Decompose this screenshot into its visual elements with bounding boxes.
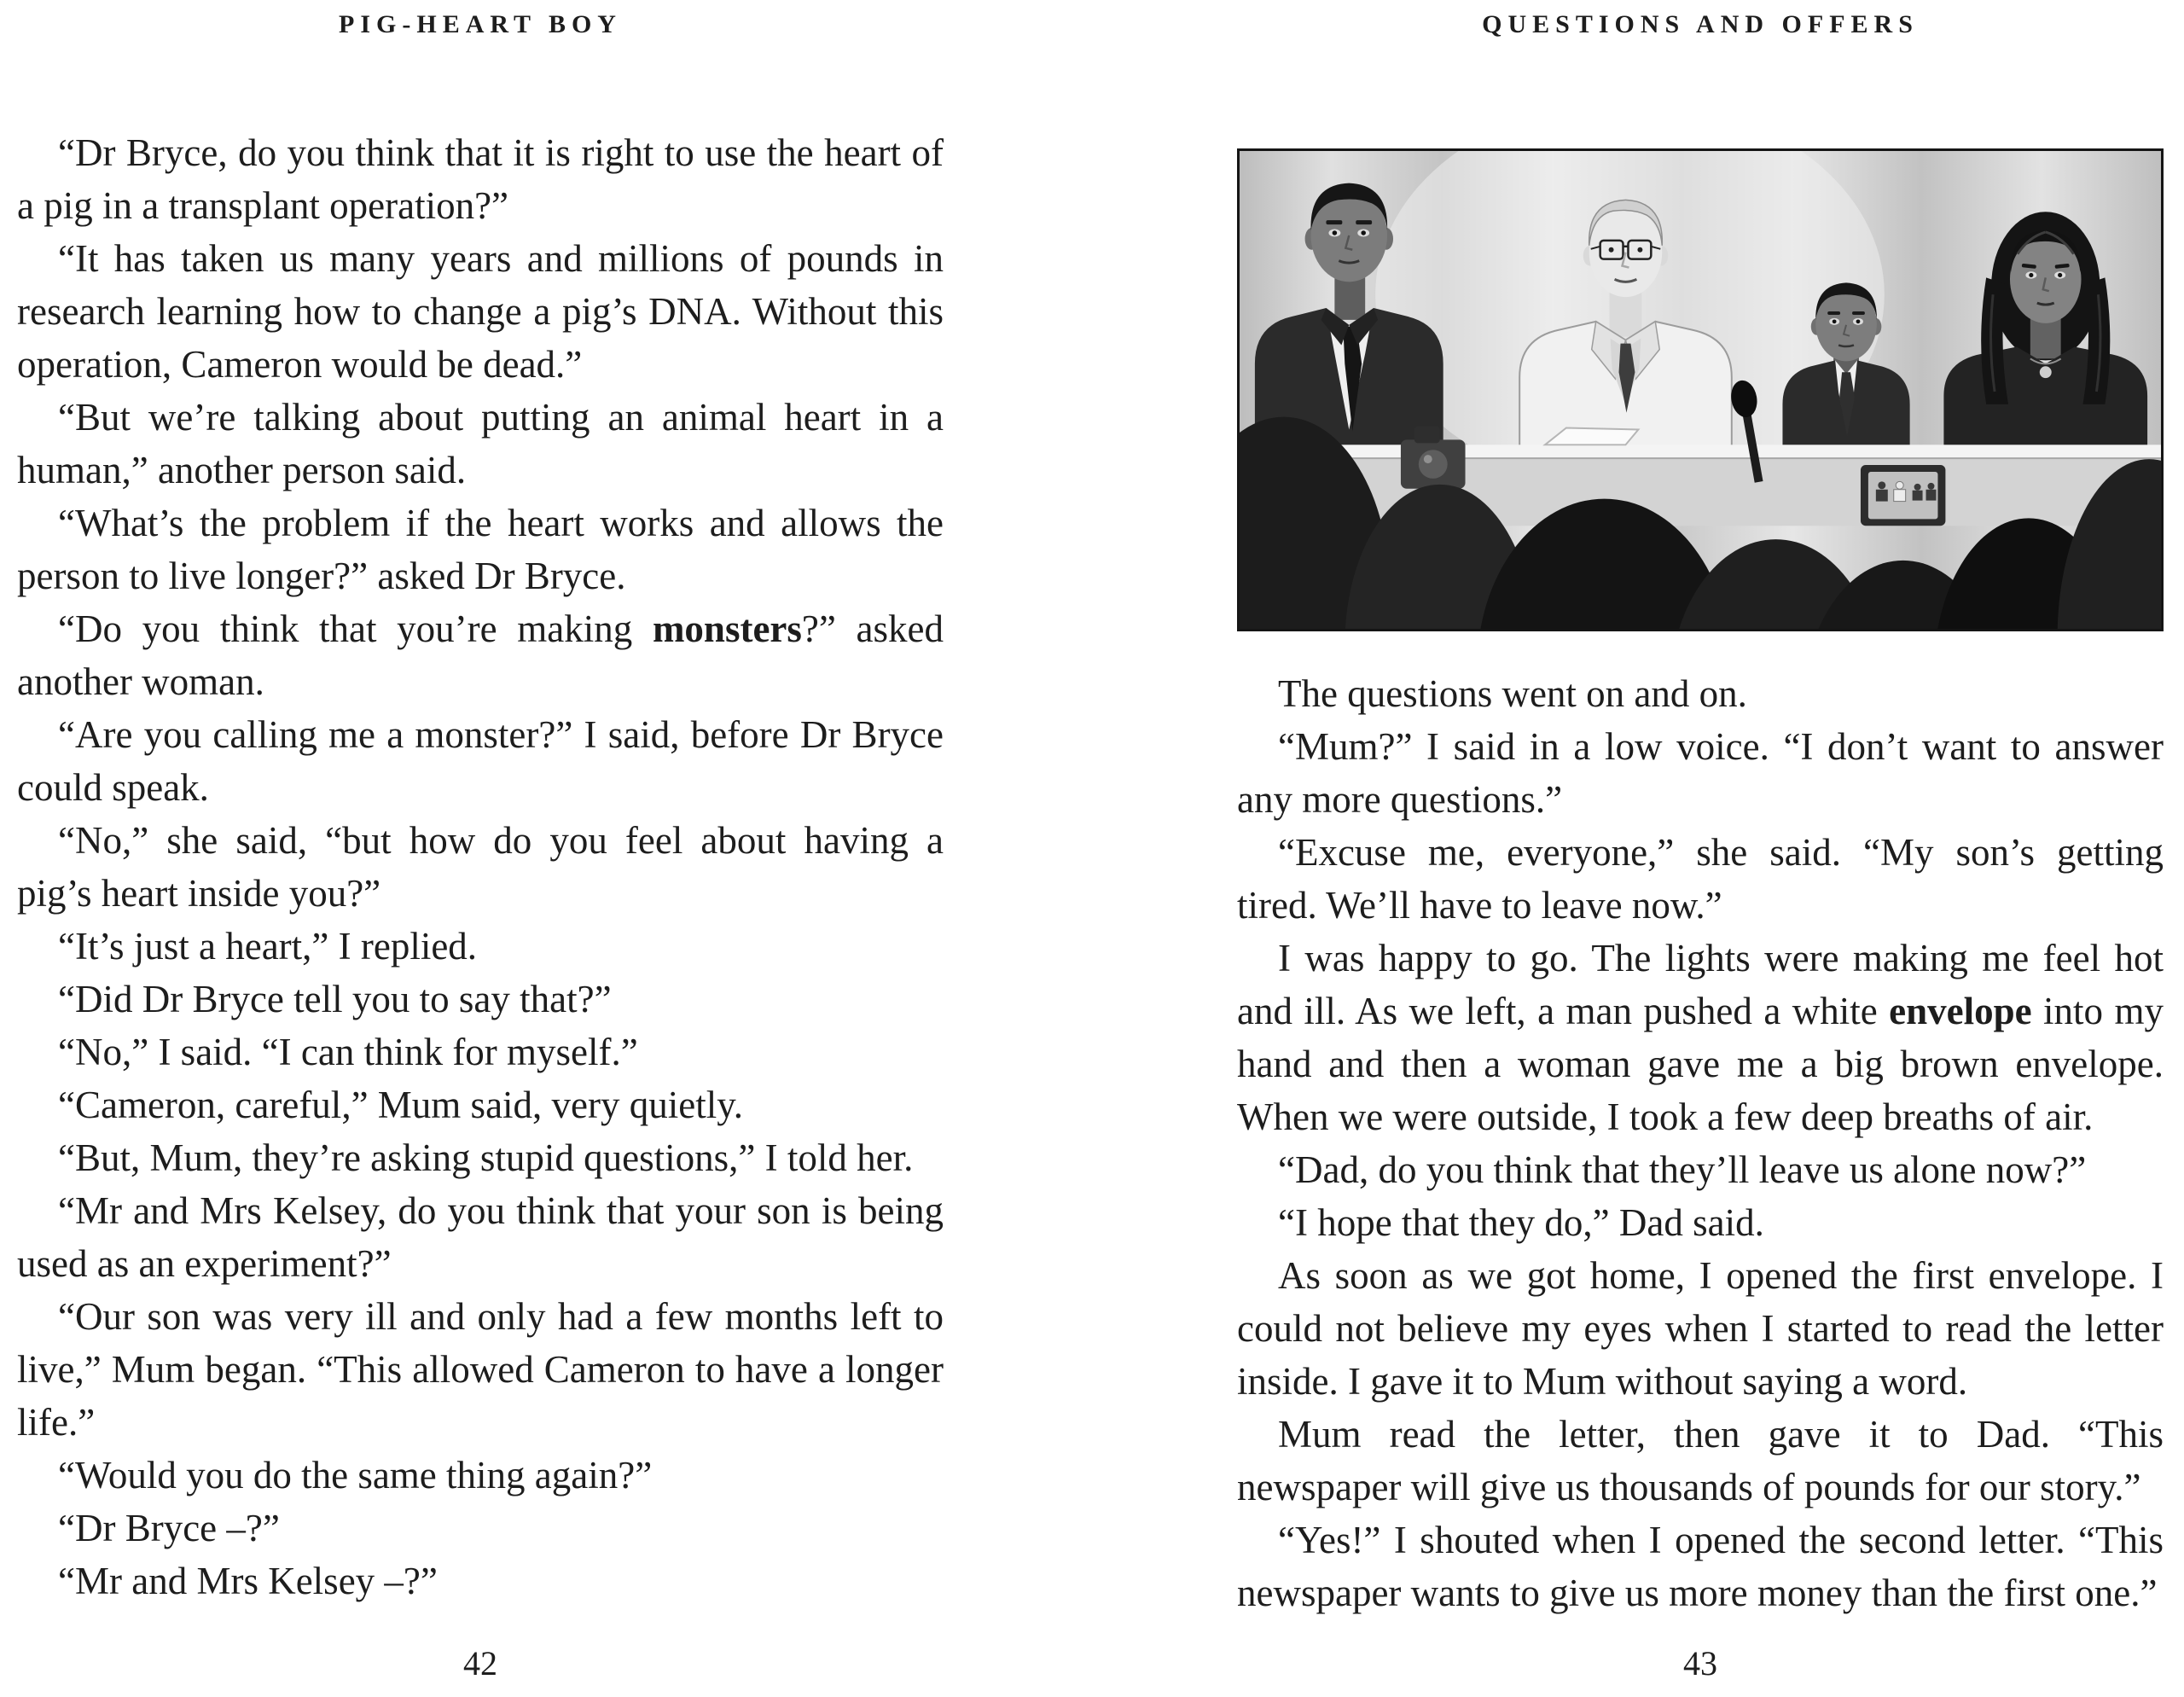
text-block-left <box>17 126 944 1607</box>
page-number-left: 42 <box>463 1644 497 1682</box>
paragraph: “Yes!” I shouted when I opened the second letter. “This newspaper wants to give us more money than the first one.” <box>1237 1519 2164 1614</box>
paragraph: Mum read the letter, then gave it to Dad. “This newspaper will give us thousands of pounds for our story.” <box>1237 1413 2164 1508</box>
paragraph: “Do you think that you’re making monsters?” asked another woman. <box>17 607 944 703</box>
page-right <box>1092 0 2184 1697</box>
paragraph: “Our son was very ill and only had a few months left to live,” Mum began. “This allowed Cameron to have a longer life.” <box>17 1295 944 1444</box>
paragraph: “Mum?” I said in a low voice. “I don’t want to answer any more questions.” <box>1237 725 2164 821</box>
press-conference-scene <box>1240 151 2161 629</box>
paragraph: “Did Dr Bryce tell you to say that?” <box>58 978 612 1020</box>
paragraph: As soon as we got home, I opened the first envelope. I could not believe my eyes when I started to read the letter inside. I gave it to Mum without saying a word. <box>1237 1254 2164 1403</box>
paragraph: “Would you do the same thing again?” <box>58 1454 653 1496</box>
running-head-left: PIG-HEART BOY <box>339 10 622 38</box>
paragraph: I was happy to go. The lights were making me feel hot and ill. As we left, a man pushed a white envelope into my hand and then a woman gave me a big brown envelope. When we were outside, I took a few deep breaths of air. <box>1237 937 2164 1138</box>
paragraph: “Dad, do you think that they’ll leave us alone now?” <box>1278 1148 2087 1191</box>
paragraph: The questions went on and on. <box>1278 672 1747 715</box>
paragraph: “I hope that they do,” Dad said. <box>1278 1201 1764 1244</box>
paragraph: “Are you calling me a monster?” I said, before Dr Bryce could speak. <box>17 713 944 809</box>
paragraph: “It’s just a heart,” I replied. <box>58 925 478 968</box>
paragraph: “Cameron, careful,” Mum said, very quietly. <box>58 1084 744 1126</box>
page-number-right: 43 <box>1683 1644 1717 1682</box>
running-head-right: QUESTIONS AND OFFERS <box>1482 10 1919 38</box>
paragraph: “It has taken us many years and millions of pounds in research learning how to change a pig’s DNA. Without this operation, Cameron would be dead.” <box>17 237 944 386</box>
text-block-right <box>1237 667 2164 1619</box>
paragraph: “Mr and Mrs Kelsey –?” <box>58 1560 438 1602</box>
paragraph: “Mr and Mrs Kelsey, do you think that your son is being used as an experiment?” <box>17 1189 944 1285</box>
press-conference-illustration <box>1237 148 2164 631</box>
paragraph: “No,” she said, “but how do you feel about having a pig’s heart inside you?” <box>17 819 944 915</box>
paragraph: “But, Mum, they’re asking stupid questions,” I told her. <box>58 1136 914 1179</box>
camera-screen-icon <box>1861 465 1945 526</box>
paragraph: “No,” I said. “I can think for myself.” <box>58 1031 638 1073</box>
paragraph: “What’s the problem if the heart works and allows the person to live longer?” asked Dr Bryce. <box>17 502 944 597</box>
paragraph: “But we’re talking about putting an animal heart in a human,” another person said. <box>17 396 944 491</box>
paragraph: “Excuse me, everyone,” she said. “My son’s getting tired. We’ll have to leave now.” <box>1237 831 2164 927</box>
paragraph: “Dr Bryce, do you think that it is right to use the heart of a pig in a transplant operation?” <box>17 131 944 227</box>
paragraph: “Dr Bryce –?” <box>58 1507 280 1549</box>
